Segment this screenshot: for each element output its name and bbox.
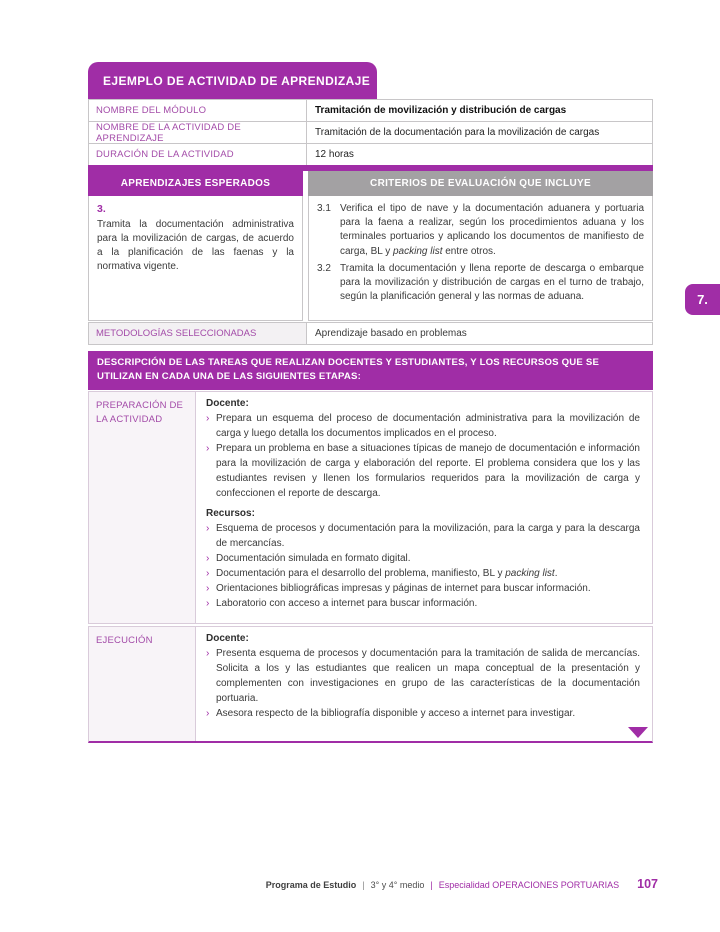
task-group-heading: Recursos: [206, 508, 255, 519]
chevron-bullet-icon: › [206, 708, 210, 719]
footer-separator: | [362, 880, 365, 890]
bullet-list-item [206, 566, 640, 581]
evaluation-criteria-cell [308, 196, 653, 321]
chevron-bullet-icon: › [206, 648, 210, 659]
evaluation-criteria-header: CRITERIOS DE EVALUACIÓN QUE INCLUYE [308, 171, 653, 196]
criterion-item [317, 202, 644, 259]
bullet-list-item [206, 596, 640, 611]
evaluation-criteria-column [308, 171, 653, 321]
description-banner: DESCRIPCIÓN DE LAS TAREAS QUE REALIZAN DOCENTES Y ESTUDIANTES, Y LOS RECURSOS QUE SE UTILIZAN EN CADA UNA DE LAS SIGUIENTES ETAPAS: [88, 351, 653, 390]
task-group [206, 633, 640, 721]
info-table-row [88, 144, 653, 166]
footer [266, 877, 658, 891]
expected-learning-header: APRENDIZAJES ESPERADOS [88, 171, 303, 196]
methodology-value: Aprendizaje basado en problemas [315, 328, 467, 339]
stage-label: PREPARACIÓN DE LA ACTIVIDAD [96, 400, 184, 426]
bullet-list-item [206, 581, 640, 596]
footer-page-number: 107 [637, 877, 658, 891]
info-table [88, 99, 653, 166]
info-row-value: Tramitación de la documentación para la movilización de cargas [315, 127, 600, 138]
bullet-list-item [206, 706, 640, 721]
chevron-bullet-icon: › [206, 583, 210, 594]
bullet-item-text: Asesora respecto de la bibliografía disponible y acceso a internet para investigar. [216, 708, 576, 719]
bullet-item-text: Documentación simulada en formato digital. [216, 553, 411, 564]
stage-content [195, 627, 652, 741]
task-group-heading: Docente: [206, 633, 249, 644]
info-row-label: NOMBRE DEL MÓDULO [89, 100, 307, 121]
info-row-label: NOMBRE DE LA ACTIVIDAD DE APRENDIZAJE [89, 122, 307, 143]
bullet-list-item [206, 551, 640, 566]
task-group-items [206, 521, 640, 611]
bullet-item-text: Prepara un esquema del proceso de documentación administrativa para la movilización de carga y luego detalla los documentos implicados en el proceso. [216, 413, 640, 439]
chevron-bullet-icon: › [206, 568, 210, 579]
bullet-item-text: Prepara un problema en base a situaciones típicas de manejo de documentación e información para la movilización de carga y elaboración del reporte. El problema considera que los y las estudiantes revisen y llenen los formularios requeridos para la movilización de carga y confeccionen el reporte de descarga. [216, 443, 640, 499]
info-row-label: DURACIÓN DE LA ACTIVIDAD [89, 144, 307, 165]
criterion-text: Verifica el tipo de nave y la documentación aduanera y portuaria para la faena a realizar, según los procedimientos aduana y los terminales portuarios y aplicando los documentos de manifiesto de carga, BL y packing list entre otros. [340, 203, 644, 257]
stage-content [195, 392, 652, 623]
bullet-list-item [206, 646, 640, 706]
activity-title-text: EJEMPLO DE ACTIVIDAD DE APRENDIZAJE [103, 74, 371, 88]
expected-learning-cell [88, 196, 303, 321]
bullet-item-text: Laboratorio con acceso a internet para buscar información. [216, 598, 478, 609]
task-group [206, 508, 640, 611]
bullet-list-item [206, 411, 640, 441]
info-table-row [88, 100, 653, 122]
chevron-bullet-icon: › [206, 523, 210, 534]
methodology-label: METODOLOGÍAS SELECCIONADAS [89, 323, 307, 344]
task-group-items [206, 411, 640, 501]
chevron-bullet-icon: › [206, 553, 210, 564]
footer-grade: 3° y 4° medio [370, 880, 425, 890]
footer-specialty: Especialidad OPERACIONES PORTUARIAS [438, 880, 620, 890]
info-row-value: 12 horas [315, 149, 354, 160]
methodology-row [88, 322, 653, 345]
stage-label-column [89, 392, 195, 623]
objective-number: 3. [97, 203, 106, 215]
task-group [206, 398, 640, 501]
stage-label-column [89, 627, 195, 741]
bullet-list-item [206, 441, 640, 501]
task-group-items [206, 646, 640, 721]
objective-text: Tramita la documentación administrativa para la movilización de cargas, de acuerdo a la planificación de las faenas y la normativa vigente. [97, 218, 294, 273]
activity-title-banner [88, 62, 377, 100]
continuation-arrow-icon [628, 727, 648, 738]
info-row-value: Tramitación de movilización y distribución de cargas [315, 105, 567, 116]
chapter-side-tab: 7. [685, 284, 720, 315]
stage-ejecucion [88, 626, 653, 743]
bullet-item-text: Esquema de procesos y documentación para la movilización, para la carga y para la descarga de mercancías. [216, 523, 640, 549]
footer-separator: | [430, 880, 433, 890]
task-group-heading: Docente: [206, 398, 249, 409]
criterion-number: 3.1 [317, 203, 331, 214]
bullet-item-text: Orientaciones bibliográficas impresas y páginas de internet para buscar información. [216, 583, 591, 594]
criterion-item [317, 262, 644, 305]
info-table-row [88, 122, 653, 144]
bullet-item-text: Documentación para el desarrollo del problema, manifiesto, BL y packing list. [216, 568, 558, 579]
criterion-text: Tramita la documentación y llena reporte de descarga o embarque para la movilización y distribución de cargas en el turno de trabajo, según la planificación general y las normas de aduana. [340, 262, 644, 303]
criterion-number: 3.2 [317, 262, 331, 274]
footer-program: Programa de Estudio [265, 880, 357, 890]
chevron-bullet-icon: › [206, 443, 210, 454]
bullet-item-text: Presenta esquema de procesos y documentación para la tramitación de salida de mercancías. Solicita a los y las estudiantes que realicen un mapa conceptual de la presentación y complementen con investigaciones en grupo de las características de la documentación portuaria. [216, 648, 640, 704]
expected-learning-column [88, 171, 303, 321]
stage-preparacion [88, 391, 653, 624]
bullet-list-item [206, 521, 640, 551]
chevron-bullet-icon: › [206, 413, 210, 424]
chevron-bullet-icon: › [206, 598, 210, 609]
stage-label: EJECUCIÓN [96, 635, 153, 646]
